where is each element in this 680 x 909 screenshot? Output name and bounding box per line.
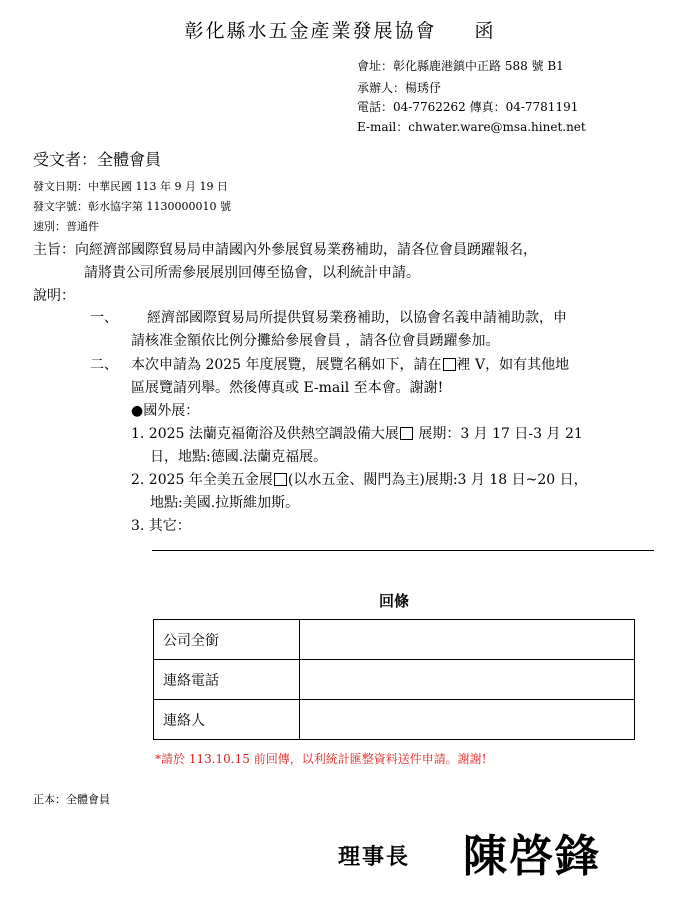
item-1-line-1: 經濟部國際貿易局所提供貿易業務補助，以協會名義申請補助款，申 <box>147 310 567 326</box>
organization-name: 彰化縣水五金產業發展協會 <box>184 20 437 42</box>
expo-2-line-2: 地點:美國.拉斯維加斯。 <box>150 495 300 511</box>
reply-label-company: 公司全銜 <box>154 620 300 660</box>
expo-1-line-2: 日，地點:德國.法蘭克福展。 <box>150 449 328 465</box>
expo-1-line-1 <box>131 423 583 443</box>
item-2-number: 二、 <box>90 357 118 373</box>
reply-slip-title: 回條 <box>378 592 409 610</box>
overseas-label: ●國外展： <box>131 403 200 419</box>
other-fill-line <box>152 550 654 551</box>
reply-label-phone: 連絡電話 <box>154 660 300 700</box>
document-type: 函 <box>474 20 496 42</box>
checkbox-icon <box>443 358 456 371</box>
subject-line-1: 主旨：向經濟部國際貿易局申請國內外參展貿易業務補助，請各位會員踴躍報名， <box>33 242 537 258</box>
expo-1-name: 1. 2025 法蘭克福衛浴及供熱空調設備大展 <box>131 426 399 442</box>
item-2-line-1-text: 本次申請為 2025 年度展覽，展覽名稱如下，請在 <box>131 357 442 373</box>
reply-slip-table <box>153 619 635 740</box>
other-expo: 3. 其它： <box>131 518 191 534</box>
item-1-line-2: 請核准金額依比例分攤給參展會員 ，請各位會員踴躍參加。 <box>131 333 500 349</box>
expo-1-dates: 展期：3 月 17 日-3 月 21 <box>413 426 583 442</box>
email: E-mail：chwater.ware@msa.hinet.net <box>357 120 586 134</box>
reply-deadline-note: *請於 113.10.15 前回傳，以利統計匯整資料送件申請。謝謝! <box>155 752 487 766</box>
expo-2-dates: (以水五金、閥門為主)展期:3 月 18 日~20 日， <box>287 472 588 488</box>
address: 會址：彰化縣鹿港鎮中正路 588 號 B1 <box>357 59 564 73</box>
checkbox-icon <box>274 473 287 486</box>
letter-title <box>0 16 680 43</box>
reply-field-contact[interactable] <box>300 700 635 740</box>
table-row <box>154 660 635 700</box>
reply-field-company[interactable] <box>300 620 635 660</box>
document-number: 發文字號：彰水協字第 1130000010 號 <box>33 200 231 213</box>
subject-line-2: 請將貴公司所需參展展別回傳至協會，以利統計申請。 <box>84 265 420 281</box>
copy-recipient: 正本：全體會員 <box>33 793 110 806</box>
explanation-label: 說明： <box>33 288 75 304</box>
table-row <box>154 700 635 740</box>
reply-label-contact: 連絡人 <box>154 700 300 740</box>
expo-2-name: 2. 2025 年全美五金展 <box>131 472 273 488</box>
phone-fax: 電話：04-7762262 傳真：04-7781191 <box>357 100 579 114</box>
item-1-number: 一、 <box>90 310 118 326</box>
item-2-line-1 <box>131 354 569 374</box>
contact-person: 承辦人：楊琇伃 <box>357 81 442 95</box>
recipient: 受文者：全體會員 <box>33 150 162 169</box>
delivery-speed: 速別：普通件 <box>33 220 99 233</box>
signature-title: 理事長 <box>338 844 411 870</box>
item-2-line-1-tail: 裡 V，如有其他地 <box>456 357 570 373</box>
expo-2-line-1 <box>131 469 588 489</box>
table-row <box>154 620 635 660</box>
checkbox-icon <box>400 427 413 440</box>
reply-field-phone[interactable] <box>300 660 635 700</box>
item-2-line-2: 區展覽請列舉。然後傳真或 E-mail 至本會。謝謝! <box>131 380 444 396</box>
issue-date: 發文日期：中華民國 113 年 9 月 19 日 <box>33 180 228 193</box>
signature-name: 陳啓鋒 <box>463 831 601 882</box>
